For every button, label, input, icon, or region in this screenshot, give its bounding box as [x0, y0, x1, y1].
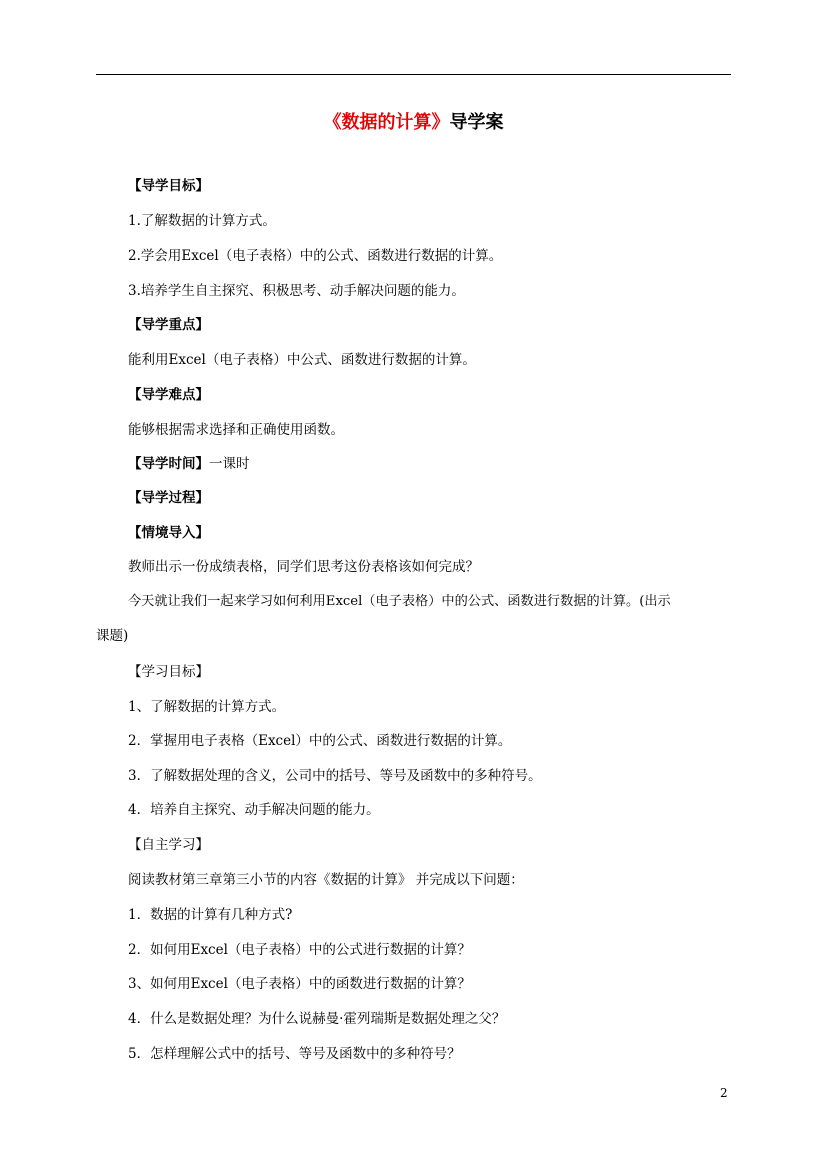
study-goals-heading: 【学习目标】 [128, 664, 209, 680]
study-goal-item: 3．了解数据处理的含义，公司中的括号、等号及函数中的多种符号。 [128, 768, 542, 784]
title-quoted: 《数据的计算》 [323, 112, 450, 133]
question-item: 4．什么是数据处理？为什么说赫曼·霍列瑞斯是数据处理之父？ [128, 1011, 506, 1027]
intro-paragraph-2-line-1: 今天就让我们一起来学习如何利用Excel（电子表格）中的公式、函数进行数据的计算。(出示 [128, 594, 671, 609]
time-value: 一课时 [209, 456, 250, 472]
intro-paragraph-1: 教师出示一份成绩表格，同学们思考这份表格该如何完成？ [128, 559, 479, 575]
question-item: 2．如何用Excel（电子表格）中的公式进行数据的计算？ [128, 942, 471, 958]
study-goal-item: 1、了解数据的计算方式。 [128, 699, 286, 715]
header-rule [96, 74, 731, 75]
difficulty-heading: 【导学难点】 [128, 387, 209, 403]
self-study-intro: 阅读教材第三章第三小节的内容《数据的计算》 并完成以下问题： [128, 872, 524, 888]
study-goal-item: 2．掌握用电子表格（Excel）中的公式、函数进行数据的计算。 [128, 733, 512, 749]
time-heading: 【导学时间】 [128, 456, 209, 472]
question-item: 5．怎样理解公式中的括号、等号及函数中的多种符号？ [128, 1046, 461, 1062]
difficulty-text: 能够根据需求选择和正确使用函数。 [128, 422, 344, 438]
objective-item: 1.了解数据的计算方式。 [128, 213, 276, 229]
page-title [0, 108, 827, 134]
title-rest: 导学案 [449, 112, 504, 133]
question-item: 3、如何用Excel（电子表格）中的函数进行数据的计算？ [128, 976, 471, 992]
study-goal-item: 4．培养自主探究、动手解决问题的能力。 [128, 802, 380, 818]
process-heading: 【导学过程】 [128, 490, 209, 506]
objectives-heading: 【导学目标】 [128, 178, 209, 194]
self-study-heading: 【自主学习】 [128, 837, 209, 853]
objective-item: 3.培养学生自主探究、积极思考、动手解决问题的能力。 [128, 283, 465, 299]
key-text: 能利用Excel（电子表格）中公式、函数进行数据的计算。 [128, 352, 476, 368]
key-heading: 【导学重点】 [128, 317, 209, 333]
time-row [128, 455, 250, 473]
question-item: 1．数据的计算有几种方式? [128, 907, 293, 923]
objective-item: 2.学会用Excel（电子表格）中的公式、函数进行数据的计算。 [128, 248, 503, 264]
page-number: 2 [720, 1086, 728, 1100]
intro-heading: 【情境导入】 [128, 525, 209, 541]
intro-paragraph-2-line-2: 课题) [96, 628, 129, 644]
